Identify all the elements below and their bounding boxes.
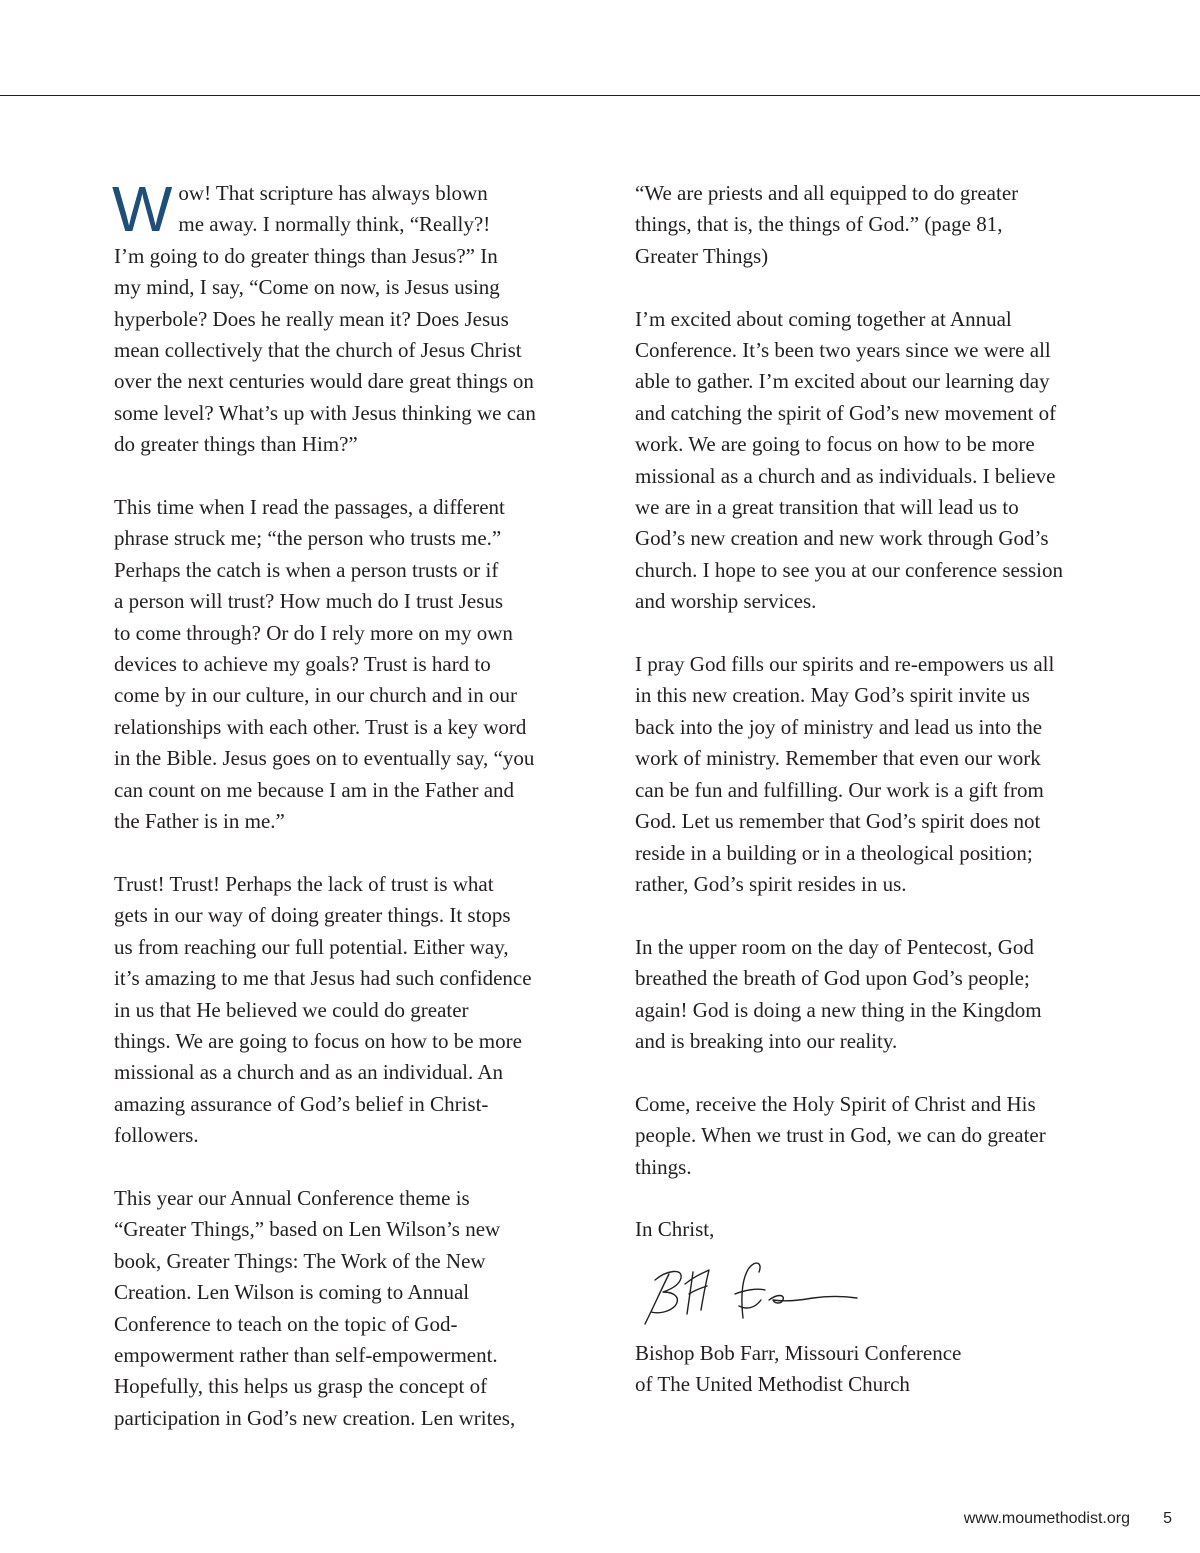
right-column (635, 178, 1091, 1401)
signatory-name: Bishop Bob Farr, Missouri Conference of The United Methodist Church (635, 1340, 962, 1397)
paragraph-annual-conference: I’m excited about coming together at Annual Conference. It’s been two years since we were all able to gather. I’m excited about our learning day and catching the spirit of God’s new movement of work. We are going to focus on how to be more missional as a church and as individuals. I believe we are in a great transition that will lead us to God’s new creation and new work through God’s church. I hope to see you at our conference session and worship services. (635, 306, 1064, 614)
drop-cap: W (112, 173, 171, 245)
paragraph-trust-passage: This time when I read the passages, a different phrase struck me; “the person who trusts me.” Perhaps the catch is when a person trusts or if a person will trust? How much do I trust Jesus to come through? Or do I rely more on my own devices to achieve my goals? Trust is hard to come by in our culture, in our church and in our relationships with each other. Trust is a key word in the Bible. Jesus goes on to eventually say, “you can count on me because I am in the Father and the Father is in me.” (114, 495, 535, 834)
footer-url: www.moumethodist.org (963, 1510, 1130, 1527)
paragraph-quote: “We are priests and all equipped to do greater things, that is, the things of God.” (page 81, Greater Things) (635, 181, 1019, 268)
paragraph-trust-trust: Trust! Trust! Perhaps the lack of trust is what gets in our way of doing greater things. It stops us from reaching our full potential. Either way, it’s amazing to me that Jesus had such confidence in us that He believed we could do greater things. We are going to focus on how to be more missional as a church and as an individual. An amazing assurance of God’s belief in Christ- followers. (114, 871, 532, 1148)
page-number: 5 (1163, 1510, 1172, 1527)
left-column (112, 173, 566, 1434)
header-rule (0, 95, 1200, 96)
paragraph-invitation: Come, receive the Holy Spirit of Christ and His people. When we trust in God, we can do greater things. (635, 1091, 1046, 1179)
closing-salutation: In Christ, (635, 1217, 715, 1242)
paragraph-prayer: I pray God fills our spirits and re-empowers us all in this new creation. May God’s spirit invite us back into the joy of ministry and lead us into the work of ministry. Remember that even our work can be fun and fulfilling. Our work is a gift from God. Let us remember that God’s spirit does not reside in a building or in a theological position; rather, God’s spirit resides in us. (635, 652, 1055, 896)
page-footer (900, 1507, 1172, 1531)
opening-paragraph-text: ow! That scripture has always blown me away. I normally think, “Really?! I’m going to do greater things than Jesus?” In my mind, I say, “Come on now, is Jesus using hyperbole? Does he really mean it? Does Jesus mean collectively that the church of Jesus Christ over the next centuries would dare great things on some level? What’s up with Jesus thinking we can do greater things than Him?” (114, 181, 536, 457)
paragraph-pentecost: In the upper room on the day of Pentecost, God breathed the breath of God upon God’s people; again! God is doing a new thing in the Kingdom and is breaking into our reality. (635, 934, 1042, 1053)
paragraph-conference-theme: This year our Annual Conference theme is “Greater Things,” based on Len Wilson’s new book, Greater Things: The Work of the New Creation. Len Wilson is coming to Annual Conference to teach on the topic of God- empowerment rather than self-empowerment. Hopefully, this helps us grasp the concept of participation in God’s new creation. Len writes, (114, 1185, 516, 1430)
opening-paragraph (112, 173, 566, 461)
signature-icon (631, 1250, 861, 1328)
